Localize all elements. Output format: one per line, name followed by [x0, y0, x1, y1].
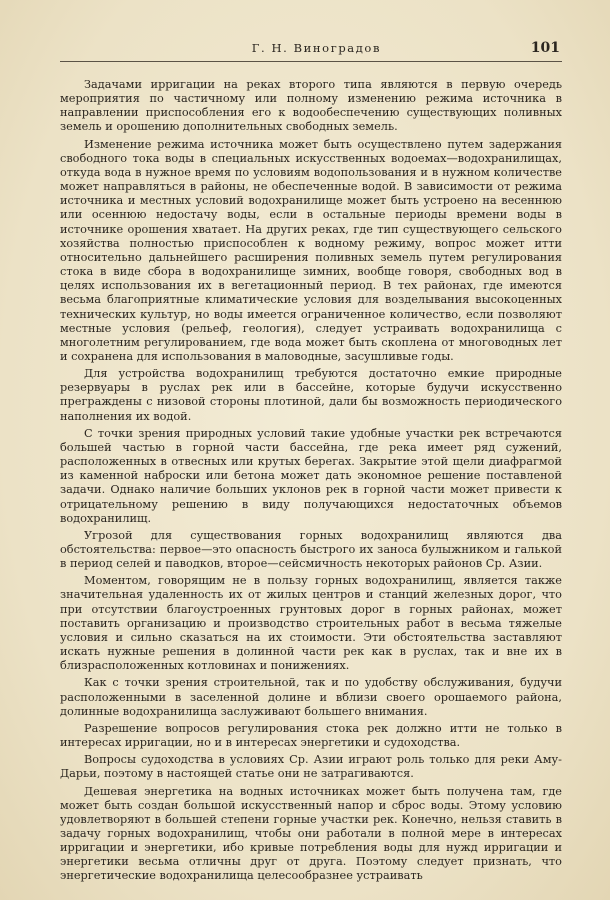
header-author: Г. Н. Виноградов [251, 41, 382, 55]
paragraph: Дешевая энергетика на водных источниках может быть получена там, где может быть создан большой искусственный напор и сброс воды. Этому условию удовлетворяют в большей степени горные участки рек. Конечно, нельзя ставить в задачу горных водохранилищ, чтобы они работали в полной мере в интересах ирригации и энергетики, ибо кривые потребления воды для нужд ирригации и энергетики весьма отличны друг от друга. Поэтому следует признать, что энергетические водохранилища целесообразнее устраивать [60, 784, 562, 883]
page-number: 101 [530, 40, 560, 56]
body-text [60, 78, 562, 884]
paragraph: Для устройства водохранилищ требуются достаточно емкие природные резервуары в руслах рек или в бассейне, которые будучи искусственно преграждены с низовой стороны плотиной, дали бы возможность периодического наполнения их водой. [60, 367, 562, 423]
paragraph: Моментом, говорящим не в пользу горных водохранилищ, является также значительная удаленность их от жилых центров и станций железных дорог, что при отсутствии благоустроенных грунтовых дорог в горных районах, может поставить организацию и производство строительных работ в весьма тяжелые условия и сильно сказаться на их стоимости. Эти обстоятельства заставляют искать нужные решения в долинной части рек как в руслах, так и вне их в близрасположенных котловинах и понижениях. [60, 574, 562, 673]
paragraph: Задачами ирригации на реках второго типа являются в первую очередь мероприятия по частичному или полному изменению режима источника в направлении приспособления его к водообеспечению существующих поливных земель и орошению дополнительных свободных земель. [60, 78, 562, 134]
paragraph: Разрешение вопросов регулирования стока рек должно итти не только в интересах ирригации, но и в интересах энергетики и судоходства. [60, 721, 562, 750]
paragraph: Вопросы судоходства в условиях Ср. Азии играют роль только для реки Аму-Дарьи, поэтому в настоящей статье они не затрагиваются. [60, 753, 562, 781]
paragraph: Как с точки зрения строительной, так и по удобству обслуживания, будучи расположенными в заселенной долине и вблизи своего орошаемого района, долинные водохранилища заслуживают большего внимания. [60, 676, 562, 718]
paragraph: Изменение режима источника может быть осуществлено путем задержания свободного тока воды в специальных искусственных водоемах—водохранилищах, откуда вода в нужное время по условиям водопользования и в нужном количестве может направляться в районы, не обеспеченные водой. В зависимости от режима источника и местных условий водохранилище может быть устроено на весеннюю или осеннюю недостачу воды, если в остальные периоды времени воды в источнике орошения хватает. На других реках, где тип существующего сельского хозяйства полностью приспособлен к водному режиму, вопрос может итти относительно дальнейшего расширения поливных земель путем регулирования стока в виде сбора в водохранилище зимних, вообще говоря, свободных вод в целях использования их в вегетационный период. В тех районах, где имеются весьма благоприятные климатические условия для возделывания высокоценных технических культур, но воды имеется ограниченное количество, если позволяют местные условия (рельеф, геология), следует устраивать водохранилища с многолетним регулированием, где вода может быть скоплена от многоводных лет и сохранена для использования в маловодные, засушливые годы. [60, 137, 562, 363]
running-header [60, 40, 562, 62]
paragraph: С точки зрения природных условий такие удобные участки рек встречаются большей частью в горной части бассейна, где река имеет ряд сужений, расположенных в отвесных или крутых берегах. Закрытие этой щели диафрагмой из каменной наброски или бетона может дать экономное решение поставленой задачи. Однако наличие больших уклонов рек в горной части может привести к отрицательному решению в виду получающихся недостаточных объемов водохранилищ. [60, 426, 562, 525]
paragraph: Угрозой для существования горных водохранилищ являются два обстоятельства: первое—это опасность быстрого их заноса булыжником и галькой в период селей и паводков, второе—сейсмичность некоторых районов Ср. Азии. [60, 528, 562, 571]
